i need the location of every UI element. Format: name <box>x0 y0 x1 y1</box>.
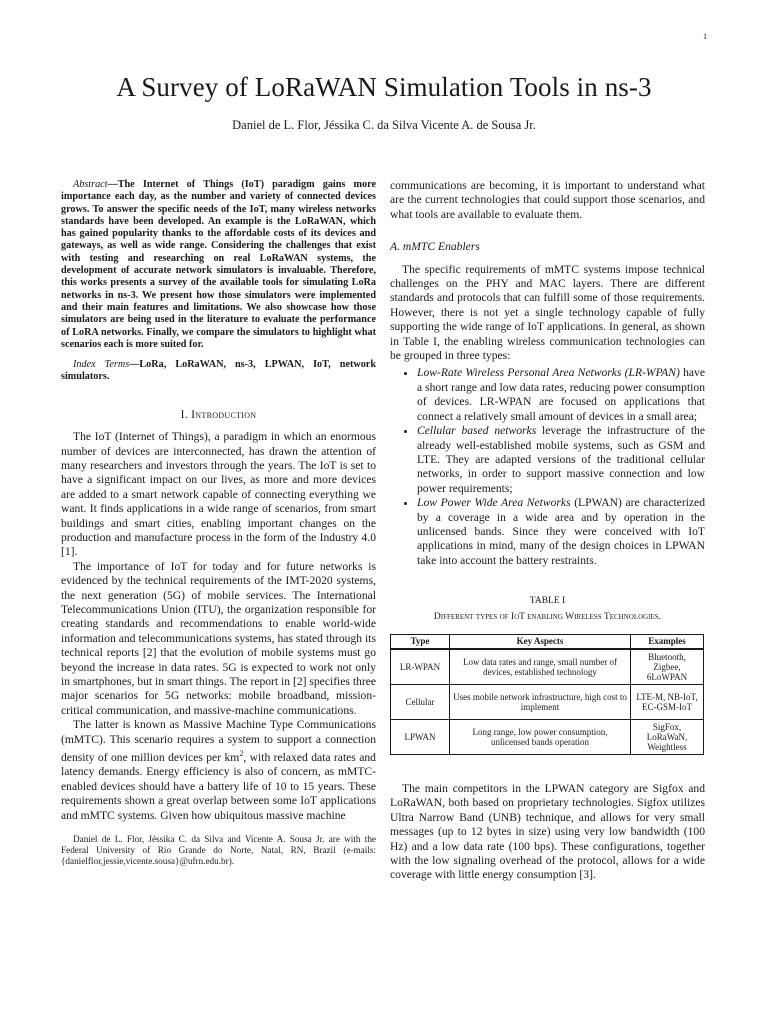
list-item-term: Low Power Wide Area Networks <box>417 496 571 510</box>
subsection-heading-mmtc: A. mMTC Enablers <box>390 240 480 254</box>
abstract-lead: Abstract <box>73 179 108 190</box>
table-cell: LPWAN <box>391 719 450 754</box>
intro-paragraph-1: The IoT (Internet of Things), a paradigm in which an enormous number of devices are interconnected, has drawn the attention of many researchers and investors through the years. The IoT is set to have a significant impact on our lives, as more and more devices are added to a smart network capable of connecting everything we want. It finds applications in a wide range of scenarios, from smart buildings and smart cities, enabling important changes on the production and manufacture process in the form of the Industry 4.0 [1]. <box>61 430 376 559</box>
right-paragraph-2: The specific requirements of mMTC systems impose technical challenges on the PHY and MAC layers. There are different standards and protocols that can fulfill some of those requirements. However, there is not yet a single technology capable of fully supporting the wide range of IoT applications. In general, as shown in Table I, the enabling wireless communication technologies can be grouped in three types: <box>390 262 705 363</box>
technology-types-list <box>390 366 705 568</box>
list-item-term: Low-Rate Wireless Personal Area Networks (LR-WPAN) <box>417 366 680 380</box>
list-item-text: (LPWAN) are characterized by a coverage in a wide area and by operation in the unlicensed bands. Since they were conceived with IoT applications in mind, many of the design choices in LPWAN take into account the battery restraints. <box>417 496 706 567</box>
table-cell: Uses mobile network infrastructure, high cost to implement <box>450 684 631 719</box>
table-header-row <box>391 634 704 649</box>
list-item <box>417 366 705 424</box>
table-row <box>391 719 704 754</box>
left-column <box>61 179 376 868</box>
right-paragraph-1: communications are becoming, it is important to understand what are the current technologies that could support those scenarios, and what tools are available to evaluate them. <box>390 179 705 221</box>
table-cell: Bluetooth, Zigbee, 6LoWPAN <box>631 649 704 685</box>
index-terms <box>61 359 376 384</box>
table-row <box>391 649 704 685</box>
index-terms-text: —LoRa, LoRaWAN, ns-3, LPWAN, IoT, network simulators. <box>61 359 376 383</box>
table-cell: Low data rates and range, small number of devices, established technology <box>450 649 631 685</box>
author-list: Daniel de L. Flor, Jéssika C. da Silva Vicente A. de Sousa Jr. <box>232 118 536 132</box>
right-paragraph-3: The main competitors in the LPWAN category are Sigfox and LoRaWAN, both based on proprietary technologies. Sigfox utilizes Ultra Narrow Band (UNB) technique, and allows for very small messages (up to 12 bytes in size) using very low bandwidth (100 Hz) and a low data rate (100 bps). These configurations, together with the low signaling overhead of the protocol, allows for a wide coverage with little energy consumption [3]. <box>390 781 705 882</box>
right-column <box>390 179 705 883</box>
table-cell: Long range, low power consumption, unlicensed bands operation <box>450 719 631 754</box>
table-cell: LTE-M, NB-IoT, EC-GSM-IoT <box>631 684 704 719</box>
table-header-key-aspects: Key Aspects <box>450 634 631 649</box>
table-cell: LR-WPAN <box>391 649 450 685</box>
list-item <box>417 496 705 568</box>
table-header-type: Type <box>391 634 450 649</box>
list-item-term: Cellular based networks <box>417 424 537 438</box>
page-number: 1 <box>703 32 707 41</box>
abstract <box>61 179 376 351</box>
index-terms-lead: Index Terms <box>73 359 130 371</box>
affiliation-footnote: Daniel de L. Flor, Jéssika C. da Silva and Vicente A. Sousa Jr. are with the Federal University of Rio Grande do Norte, Natal, RN, Brazil (e-mails: {danielflor,jessie,vicente.sousa}@ufrn.edu.br). <box>61 833 376 867</box>
paper-title: A Survey of LoRaWAN Simulation Tools in ns-3 <box>116 72 652 102</box>
list-item-text: have a short range and low data rates, reducing power consumption of devices. LR-WPAN are focused on applications that connect a relatively small amount of devices in a small area; <box>417 366 705 423</box>
abstract-text: —The Internet of Things (IoT) paradigm gains more importance each day, as the number and variety of connected devices grows. To answer the specific needs of the IoT, many wireless networks standards have been developed. An example is the LoRaWAN, which has gained popularity thanks to the affordable costs of its devices and gateways, as well as wide range. Considering the challenges that exist with testing and researching on real LoRaWAN systems, the development of accurate network simulators is invaluable. Therefore, this works presents a survey of the available tools for simulating LoRa networks in ns-3. We present how those simulators were implemented and their main features and limitations. We also showcase how those simulators are being used in the literature to evaluate the performance of LoRA networks. Finally, we compare the simulators to highlight what scenarios each is more suited for. <box>61 179 376 350</box>
list-item-text: leverage the infrastructure of the already well-established mobile systems, such as GSM and LTE. They are adapted versions of the traditional cellular networks, in order to support massive connection and low power requirements; <box>417 424 705 495</box>
intro-paragraph-3 <box>61 718 376 823</box>
table-cell: SigFox, LoRaWaN, Weightless <box>631 719 704 754</box>
table-cell: Cellular <box>391 684 450 719</box>
intro-paragraph-3-a: The latter is known as Massive Machine Type Communications (mMTC). This scenario requires a system to support a connection density of one million devices per km <box>61 718 376 764</box>
intro-paragraph-3-b: , with relaxed data rates and latency demands. Energy efficiency is also of concern, as mMTC-enabled devices should have a battery life of 10 to 15 years. These requirements shown a great overlap between some IoT applications and mMTC systems. Given how ubiquitous massive machine <box>61 750 376 822</box>
section-heading-introduction: I. Introduction <box>180 407 257 421</box>
list-item <box>417 424 705 496</box>
table-label: TABLE I <box>529 596 566 607</box>
table-header-examples: Examples <box>631 634 704 649</box>
table-caption: Different types of IoT enabling Wireless Technologies. <box>433 611 662 622</box>
table-row <box>391 684 704 719</box>
superscript-2: 2 <box>239 749 244 759</box>
intro-paragraph-2: The importance of IoT for today and for future networks is evidenced by the technical requirements of the IMT-2020 systems, the next generation (5G) of mobile services. The International Telecommunications Union (ITU), the organization responsible for creating standards and recommendations to enable world-wide information and telecommunications systems, has stated through its technical reports [2] that the evolution of mobile systems must go beyond the increase in data rates. 5G is expected to work not only in smartphones, but in smart things. The report in [2] specifies three major scenarios for 5G networks: mobile broadband, mission-critical communication, and massive-machine communications. <box>61 559 377 717</box>
technology-table <box>390 634 704 755</box>
